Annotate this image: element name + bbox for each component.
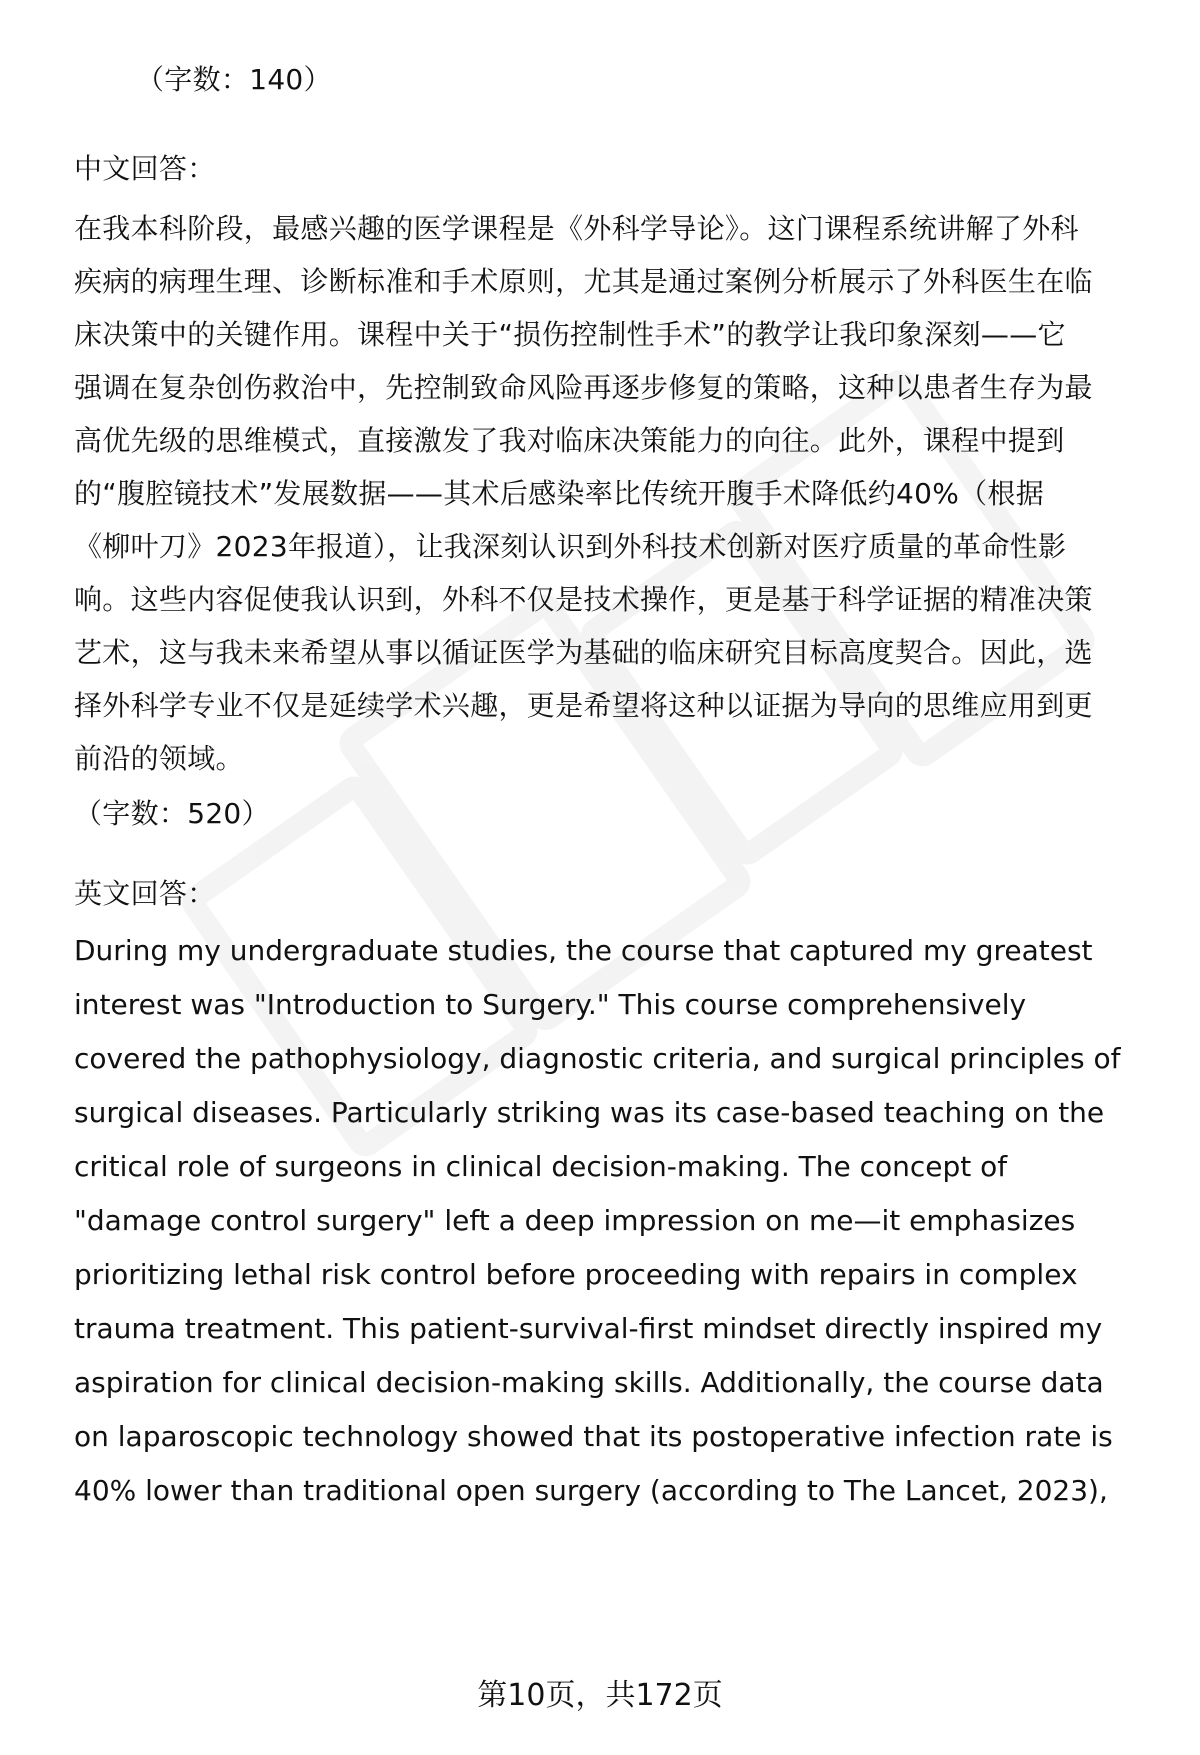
english-answer-line: interest was "Introduction to Surgery." This course comprehensively: [74, 988, 1027, 1021]
chinese-answer-label: 中文回答：: [74, 152, 216, 185]
chinese-word-count: （字数：520）: [74, 797, 270, 830]
chinese-answer-line: 艺术，这与我未来希望从事以循证医学为基础的临床研究目标高度契合。因此，选: [74, 636, 1093, 669]
chinese-answer-line: 前沿的领域。: [74, 742, 244, 775]
chinese-answer-line: 的“腹腔镜技术”发展数据——其术后感染率比传统开腹手术降低约40%（根据: [74, 477, 1045, 510]
english-answer-line: surgical diseases. Particularly striking was its case-based teaching on the: [74, 1096, 1105, 1129]
chinese-answer-line: 在我本科阶段，最感兴趣的医学课程是《外科学导论》。这门课程系统讲解了外科: [74, 212, 1079, 245]
english-answer-line: prioritizing lethal risk control before proceeding with repairs in complex: [74, 1258, 1078, 1291]
english-answer-line: trauma treatment. This patient-survival-first mindset directly inspired my: [74, 1312, 1103, 1345]
english-answer-line: critical role of surgeons in clinical decision-making. The concept of: [74, 1150, 1008, 1183]
chinese-answer-line: 床决策中的关键作用。课程中关于“损伤控制性手术”的教学让我印象深刻——它: [74, 318, 1066, 351]
english-answer-line: "damage control surgery" left a deep impression on me—it emphasizes: [74, 1204, 1076, 1237]
page-footer: 第10页，共172页: [477, 1678, 723, 1713]
english-answer-line: During my undergraduate studies, the course that captured my greatest: [74, 934, 1093, 967]
english-answer-line: on laparoscopic technology showed that its postoperative infection rate is: [74, 1420, 1113, 1453]
chinese-answer-line: 择外科学专业不仅是延续学术兴趣，更是希望将这种以证据为导向的思维应用到更: [74, 689, 1093, 722]
chinese-answer-line: 响。这些内容促使我认识到，外科不仅是技术操作，更是基于科学证据的精准决策: [74, 583, 1093, 616]
chinese-answer-line: 强调在复杂创伤救治中，先控制致命风险再逐步修复的策略，这种以患者生存为最: [74, 371, 1093, 404]
chinese-answer-line: 疾病的病理生理、诊断标准和手术原则，尤其是通过案例分析展示了外科医生在临: [74, 265, 1093, 298]
english-answer-label: 英文回答：: [74, 877, 216, 910]
english-answer-line: covered the pathophysiology, diagnostic criteria, and surgical principles of: [74, 1042, 1121, 1075]
top-word-count: （字数：140）: [136, 63, 332, 96]
english-answer-line: aspiration for clinical decision-making skills. Additionally, the course data: [74, 1366, 1104, 1399]
chinese-answer-line: 高优先级的思维模式，直接激发了我对临床决策能力的向往。此外，课程中提到: [74, 424, 1065, 457]
english-answer-line: 40% lower than traditional open surgery (according to The Lancet, 2023),: [74, 1474, 1108, 1507]
chinese-answer-line: 《柳叶刀》2023年报道），让我深刻认识到外科技术创新对医疗质量的革命性影: [74, 530, 1067, 563]
